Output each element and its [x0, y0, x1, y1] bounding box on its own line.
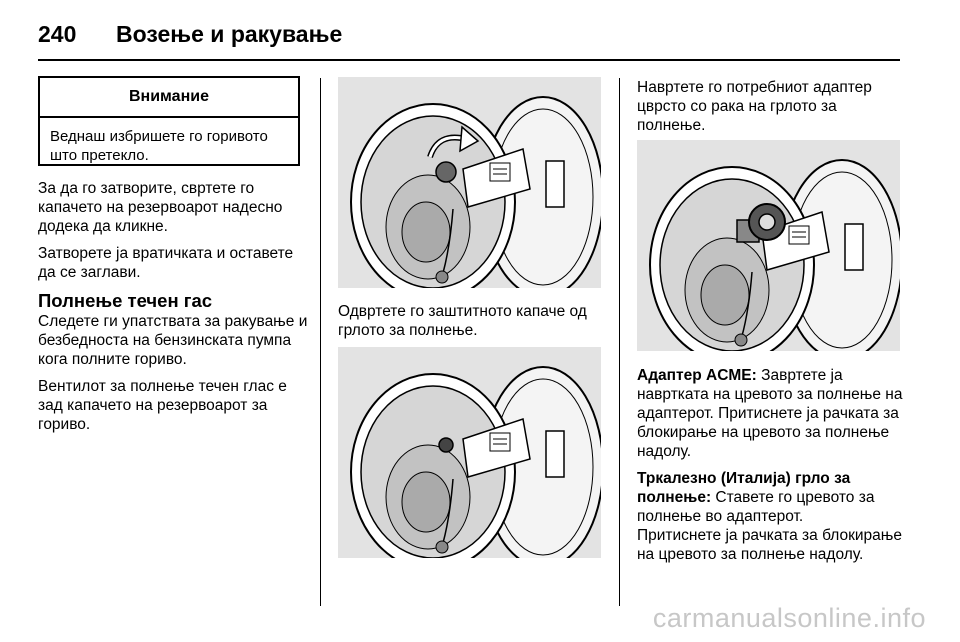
chapter-title: Возење и ракување — [116, 20, 343, 47]
italy-label: Тркалезно (Италија) грло за полнење: — [637, 470, 851, 506]
italy-paragraph-2: Притиснете ја рачката за блокирање на цревото за полнење надолу. — [637, 527, 902, 563]
italy-paragraph — [637, 469, 907, 526]
page-header — [38, 18, 342, 50]
acme-text: Завртете ја навртката на цревото за полнење на адаптерот. Притиснете ја рачката за блокирање на цревото за полнење надолу. — [637, 367, 903, 460]
italy-text: Ставете го цревото за полнење во адаптерот. — [637, 489, 875, 525]
instructions-paragraph: Следете ги упатствата за ракување и безбедноста на бензинската пумпа кога полните гориво. — [38, 313, 308, 368]
warning-box — [38, 76, 300, 166]
warning-text: Веднаш избришете го горивото што претекло. — [50, 128, 268, 164]
section-heading: Полнење течен гас — [38, 290, 213, 311]
illustration-unscrew-cap — [338, 77, 601, 288]
acme-label: Адаптер ACME: — [637, 367, 757, 384]
close-flap-paragraph: Затворете ја вратичката и оставете да се заглави. — [38, 245, 294, 281]
right-intro — [637, 78, 907, 143]
acme-paragraph — [637, 366, 907, 461]
illustration-valve-open — [338, 347, 601, 558]
column-divider-left — [320, 78, 321, 606]
unscrew-cap-caption: Одвртете го заштитното капаче од грлото за полнење. — [338, 303, 587, 339]
warning-title: Внимание — [40, 78, 298, 118]
page-number: 240 — [38, 20, 77, 47]
watermark: carmanualsonline.info — [652, 603, 926, 633]
left-column-text — [38, 179, 308, 442]
close-cap-paragraph: За да го затворите, свртете го капачето на резервоарот надесно додека да кликне. — [38, 180, 283, 235]
column-divider-right — [619, 78, 620, 606]
right-column-text — [637, 366, 907, 572]
illustration-adapter — [637, 140, 900, 351]
header-rule — [38, 59, 900, 61]
middle-caption — [338, 302, 606, 348]
adapter-intro: Навртете го потребниот адаптер цврсто со рака на грлото за полнење. — [637, 79, 872, 134]
valve-paragraph: Вентилот за полнење течен глас е зад капачето на резервоарот за гориво. — [38, 378, 287, 433]
